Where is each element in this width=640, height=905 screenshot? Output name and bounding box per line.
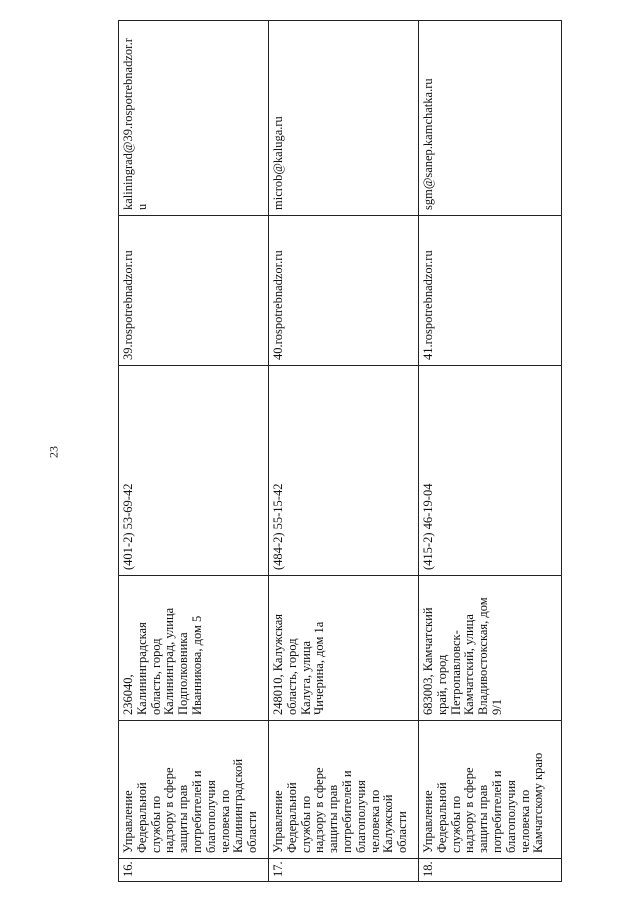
- table: [118, 20, 562, 882]
- address-cell-text: [272, 578, 327, 715]
- website-cell: [268, 215, 418, 365]
- text-line: Калужской: [381, 794, 396, 853]
- email-cell-text: [272, 23, 286, 210]
- text-line: 248010, Калужская: [271, 613, 285, 715]
- text-line: Петропавловск-: [448, 630, 463, 715]
- website-cell-text: [422, 218, 436, 360]
- text-line: защиты прав: [476, 784, 491, 853]
- text-line: 236040,: [121, 674, 135, 715]
- text-line: надзору в сфере: [162, 767, 177, 853]
- text-line: область, город: [148, 638, 163, 715]
- text-line: 9/1: [489, 699, 504, 715]
- text-line: Камчатскому краю: [531, 752, 546, 853]
- text-line: u: [134, 203, 149, 210]
- text-line: Калуга, улица: [298, 640, 313, 715]
- email-cell: [268, 20, 418, 215]
- name-cell-text: [422, 723, 546, 853]
- text-line: (484-2) 55-15-42: [271, 483, 285, 570]
- website-cell-text: [272, 218, 286, 360]
- table-border: [118, 20, 119, 882]
- table-border: [118, 575, 562, 576]
- text-line: Управление: [121, 790, 135, 853]
- table-row: [418, 20, 562, 882]
- text-line: (401-2) 53-69-42: [121, 483, 135, 570]
- text-line: Владивостокская, дом: [476, 597, 491, 715]
- address-cell: [418, 575, 562, 720]
- text-line: человека по: [367, 789, 382, 853]
- text-line: области: [245, 811, 260, 853]
- text-line: Калининградской: [231, 758, 246, 853]
- text-line: надзору в сфере: [462, 767, 477, 853]
- text-line: 16.: [121, 861, 135, 877]
- text-line: 18.: [421, 861, 435, 877]
- text-line: Управление: [271, 790, 285, 853]
- name-cell-text: [122, 723, 260, 853]
- address-cell-text: [422, 578, 505, 715]
- website-cell-text: [122, 218, 136, 360]
- email-cell: [418, 20, 562, 215]
- text-line: области: [395, 811, 410, 853]
- website-cell: [418, 215, 562, 365]
- email-cell-text: [422, 23, 436, 210]
- text-line: защиты прав: [326, 784, 341, 853]
- text-line: службы по: [148, 795, 163, 853]
- text-line: потребителей и: [339, 770, 354, 853]
- text-line: (415-2) 46-19-04: [421, 483, 435, 570]
- table-border: [118, 858, 562, 859]
- table-border: [118, 881, 562, 882]
- text-line: sgm@sanep.kamchatka.ru: [421, 78, 435, 210]
- name-cell-text: [272, 723, 410, 853]
- row-number-cell-text: [122, 861, 136, 877]
- table-border: [561, 20, 562, 882]
- text-line: 40.rospotrebnadzor.ru: [271, 250, 285, 360]
- name-cell: [418, 720, 562, 858]
- phone-cell: [118, 365, 268, 575]
- text-line: благополучия: [203, 780, 218, 853]
- text-line: Управление: [421, 790, 435, 853]
- text-line: потребителей и: [189, 770, 204, 853]
- text-line: область, город: [284, 638, 299, 715]
- table-row: [118, 20, 268, 882]
- row-number-cell: [268, 858, 418, 882]
- text-line: kaliningrad@39.rospotrebnadzor.r: [121, 38, 135, 210]
- row-number-cell-text: [422, 861, 436, 877]
- text-line: человека по: [517, 789, 532, 853]
- address-cell-text: [122, 578, 205, 715]
- website-cell: [118, 215, 268, 365]
- table-border: [118, 720, 562, 721]
- page-number: 23: [46, 446, 61, 458]
- name-cell: [268, 720, 418, 858]
- phone-cell: [268, 365, 418, 575]
- text-line: край, город: [434, 654, 449, 715]
- email-cell-text: [122, 23, 150, 210]
- name-cell: [118, 720, 268, 858]
- text-line: службы по: [448, 795, 463, 853]
- text-line: 41.rospotrebnadzor.ru: [421, 250, 435, 360]
- row-number-cell: [418, 858, 562, 882]
- email-cell: [118, 20, 268, 215]
- text-line: благополучия: [353, 780, 368, 853]
- text-line: Калининград, улица: [162, 607, 177, 715]
- phone-cell-text: [122, 368, 136, 570]
- phone-cell-text: [272, 368, 286, 570]
- text-line: Калининградская: [134, 622, 149, 715]
- text-line: Федеральной: [134, 782, 149, 853]
- text-line: потребителей и: [489, 770, 504, 853]
- text-line: Подполковника: [176, 632, 191, 715]
- table-row: [268, 20, 418, 882]
- phone-cell: [418, 365, 562, 575]
- row-number-cell: [118, 858, 268, 882]
- table-border: [118, 365, 562, 366]
- address-cell: [118, 575, 268, 720]
- table-border: [118, 215, 562, 216]
- text-line: благополучия: [503, 780, 518, 853]
- text-line: Камчатский, улица: [462, 614, 477, 715]
- text-line: Федеральной: [434, 782, 449, 853]
- text-line: Иванникова, дом 5: [189, 615, 204, 715]
- text-line: защиты прав: [176, 784, 191, 853]
- table-border: [118, 20, 562, 21]
- text-line: microb@kaluga.ru: [271, 116, 285, 210]
- text-line: 17.: [271, 861, 285, 877]
- text-line: службы по: [298, 795, 313, 853]
- text-line: Федеральной: [284, 782, 299, 853]
- text-line: 39.rospotrebnadzor.ru: [121, 250, 135, 360]
- address-cell: [268, 575, 418, 720]
- text-line: 683003, Камчатский: [421, 607, 435, 715]
- text-line: Чичерина, дом 1а: [312, 621, 327, 715]
- table-border: [418, 20, 419, 882]
- text-line: надзору в сфере: [312, 767, 327, 853]
- table-border: [268, 20, 269, 882]
- text-line: человека по: [217, 789, 232, 853]
- phone-cell-text: [422, 368, 436, 570]
- row-number-cell-text: [272, 861, 286, 877]
